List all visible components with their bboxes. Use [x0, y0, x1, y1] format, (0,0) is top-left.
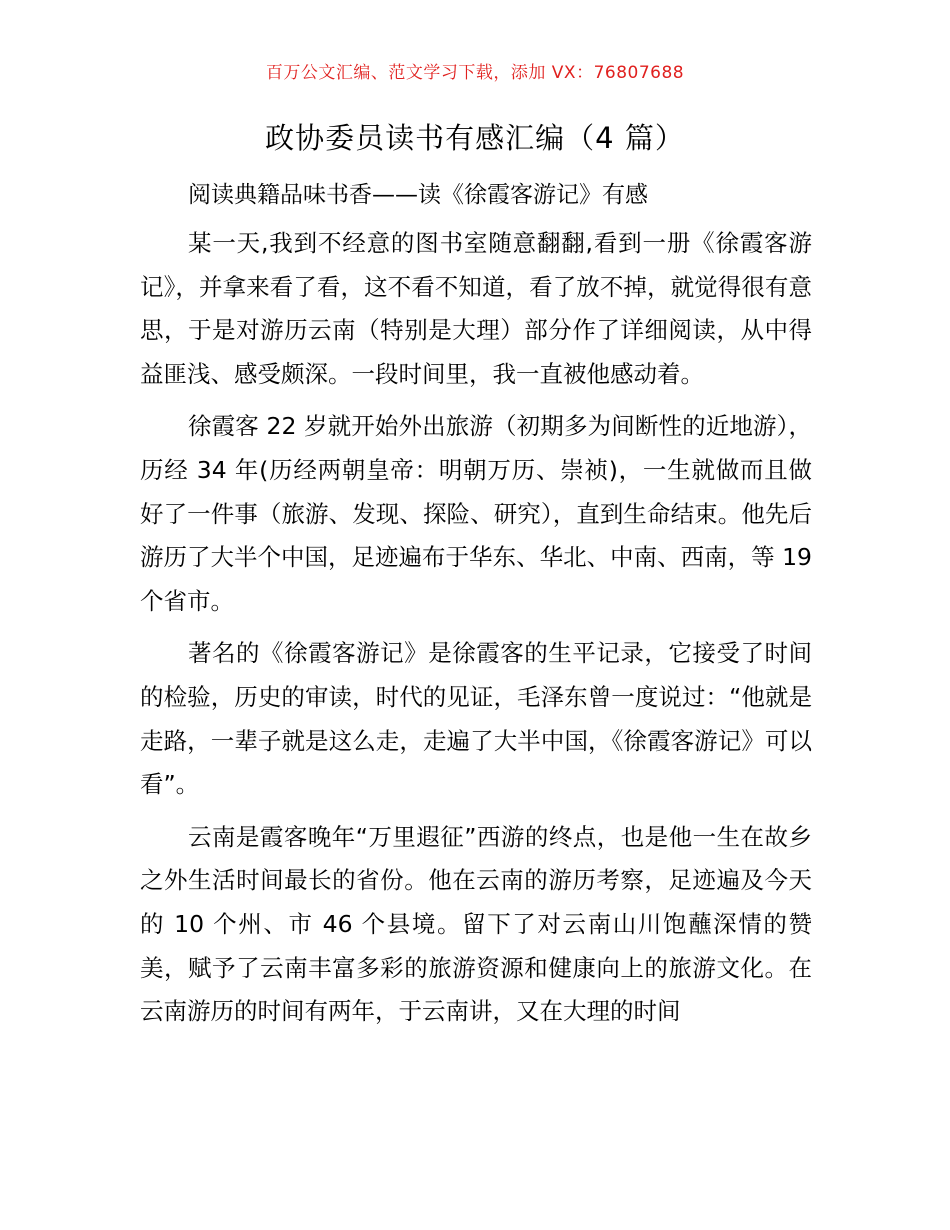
article-subtitle: 阅读典籍品味书香——读《徐霞客游记》有感 [188, 182, 648, 208]
paragraph-4: 云南是霞客晚年“万里遐征”西游的终点，也是他一生在故乡之外生活时间最长的省份。他在云南的游历考察，足迹遍及今天的 10 个州、市 46 个县境。留下了对云南山川饱蘸深情的赞美，赋予了云南丰富多彩的旅游资源和健康向上的旅游文化。在云南游历的时间有两年，于云南讲，又在大理的时间 [140, 822, 812, 1026]
article-body [140, 222, 812, 1043]
paragraph-2: 徐霞客 22 岁就开始外出旅游（初期多为间断性的近地游），历经 34 年(历经两朝皇帝：明朝万历、崇祯)，一生就做而且做好了一件事（旅游、发现、探险、研究），直到生命结束。他先后游历了大半个中国，足迹遍布于华东、华北、中南、西南，等 19 个省市。 [140, 412, 812, 615]
promo-banner: 百万公文汇编、范文学习下载，添加 VX：76807688 [265, 63, 685, 83]
document-title: 政协委员读书有感汇编（4 篇） [265, 121, 685, 155]
paragraph-1: 某一天,我到不经意的图书室随意翻翻,看到一册《徐霞客游记》，并拿来看了看，这不看不知道，看了放不掉，就觉得很有意思，于是对游历云南（特别是大理）部分作了详细阅读，从中得益匪浅、感受颇深。一段时间里，我一直被他感动着。 [140, 229, 812, 388]
paragraph-3: 著名的《徐霞客游记》是徐霞客的生平记录，它接受了时间的检验，历史的审读，时代的见证，毛泽东曾一度说过：“他就是走路，一辈子就是这么走，走遍了大半中国，《徐霞客游记》可以看”。 [140, 639, 812, 799]
